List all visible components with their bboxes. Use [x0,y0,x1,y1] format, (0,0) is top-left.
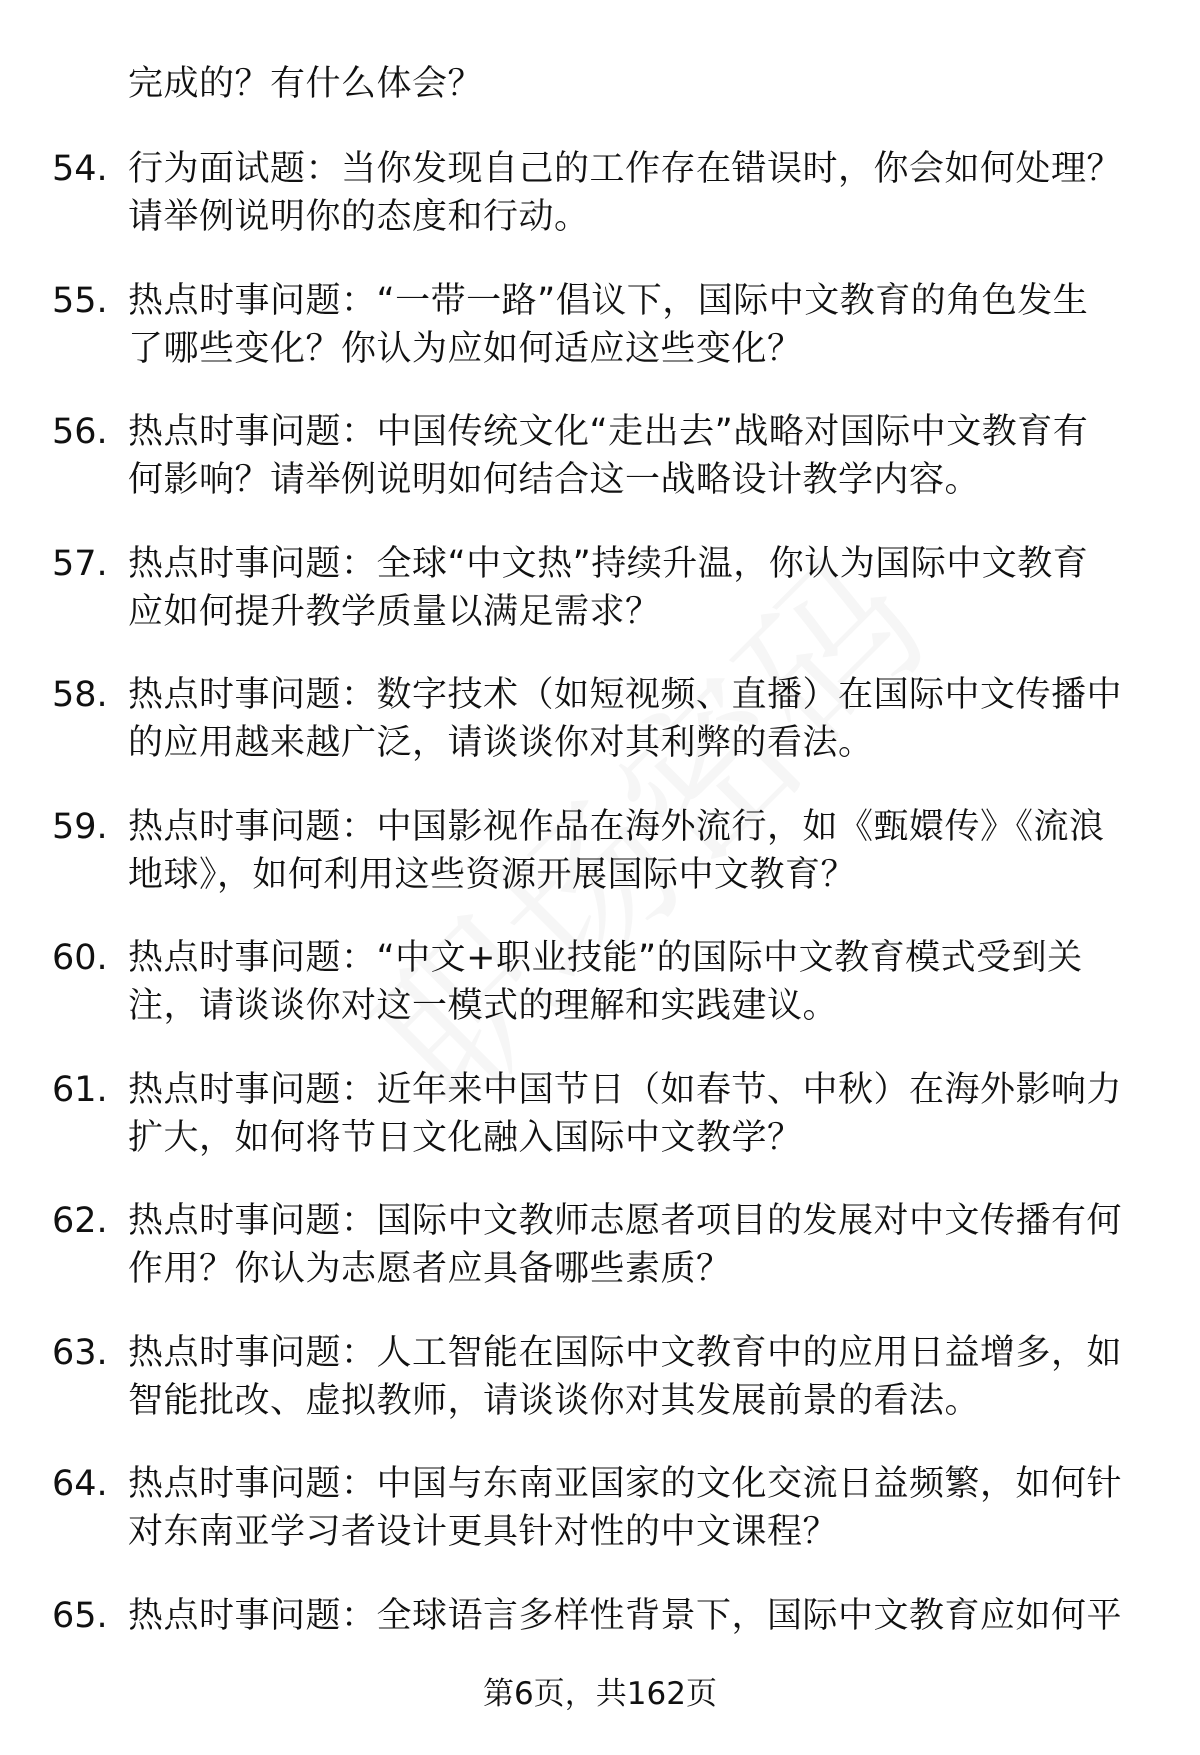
question-text-line: 热点时事问题：数字技术（如短视频、直播）在国际中文传播中 [128,675,1123,715]
question-number: 57. [52,543,108,584]
question-number: 63. [52,1332,108,1373]
question-text-line: 对东南亚学习者设计更具针对性的中文课程？ [128,1512,839,1552]
question-text-line: 行为面试题：当你发现自己的工作存在错误时，你会如何处理？ [128,149,1123,189]
question-text-line: 热点时事问题：国际中文教师志愿者项目的发展对中文传播有何 [128,1201,1123,1241]
question-text-line: 热点时事问题：全球语言多样性背景下，国际中文教育应如何平 [128,1595,1123,1636]
question-text-line: 地球》，如何利用这些资源开展国际中文教育？ [128,854,857,895]
question-text-line: 热点时事问题：中国与东南亚国家的文化交流日益频繁，如何针 [128,1464,1123,1504]
question-number: 56. [52,412,108,452]
question-text-line: 请举例说明你的态度和行动。 [128,197,590,237]
question-number: 58. [52,675,108,715]
question-number: 61. [52,1069,108,1110]
question-number: 64. [52,1464,108,1504]
question-text-line: 热点时事问题：人工智能在国际中文教育中的应用日益增多，如 [128,1332,1123,1373]
question-text-line: 应如何提升教学质量以满足需求？ [128,591,661,632]
question-text-line: 热点时事问题：中国传统文化“走出去”战略对国际中文教育有 [128,412,1089,452]
question-text-line: 扩大，如何将节日文化融入国际中文教学？ [128,1117,803,1158]
question-text-line: 注，请谈谈你对这一模式的理解和实践建议。 [128,986,839,1026]
question-number: 65. [52,1595,108,1636]
page-footer: 第6页，共162页 [483,1676,717,1712]
question-number: 59. [52,806,108,847]
question-text-line: 的应用越来越广泛，请谈谈你对其利弊的看法。 [128,723,874,763]
question-number: 62. [52,1201,108,1241]
question-text-line: 完成的？有什么体会？ [128,64,484,104]
question-text-line: 热点时事问题：“中文+职业技能”的国际中文教育模式受到关 [128,938,1083,978]
question-number: 60. [52,938,108,978]
question-number: 55. [52,280,108,321]
question-text-line: 了哪些变化？你认为应如何适应这些变化？ [128,328,803,369]
question-number: 54. [52,149,108,189]
question-text-line: 智能批改、虚拟教师，请谈谈你对其发展前景的看法。 [128,1380,981,1421]
question-text-line: 作用？你认为志愿者应具备哪些素质？ [128,1249,732,1289]
question-text-line: 热点时事问题：近年来中国节日（如春节、中秋）在海外影响力 [128,1069,1123,1110]
question-text-line: 热点时事问题：全球“中文热”持续升温，你认为国际中文教育 [128,543,1089,584]
question-text-line: 何影响？请举例说明如何结合这一战略设计教学内容。 [128,460,981,500]
question-text-line: 热点时事问题：“一带一路”倡议下，国际中文教育的角色发生 [128,280,1089,321]
question-text-line: 热点时事问题：中国影视作品在海外流行，如《甄嬛传》《流浪 [128,806,1105,847]
